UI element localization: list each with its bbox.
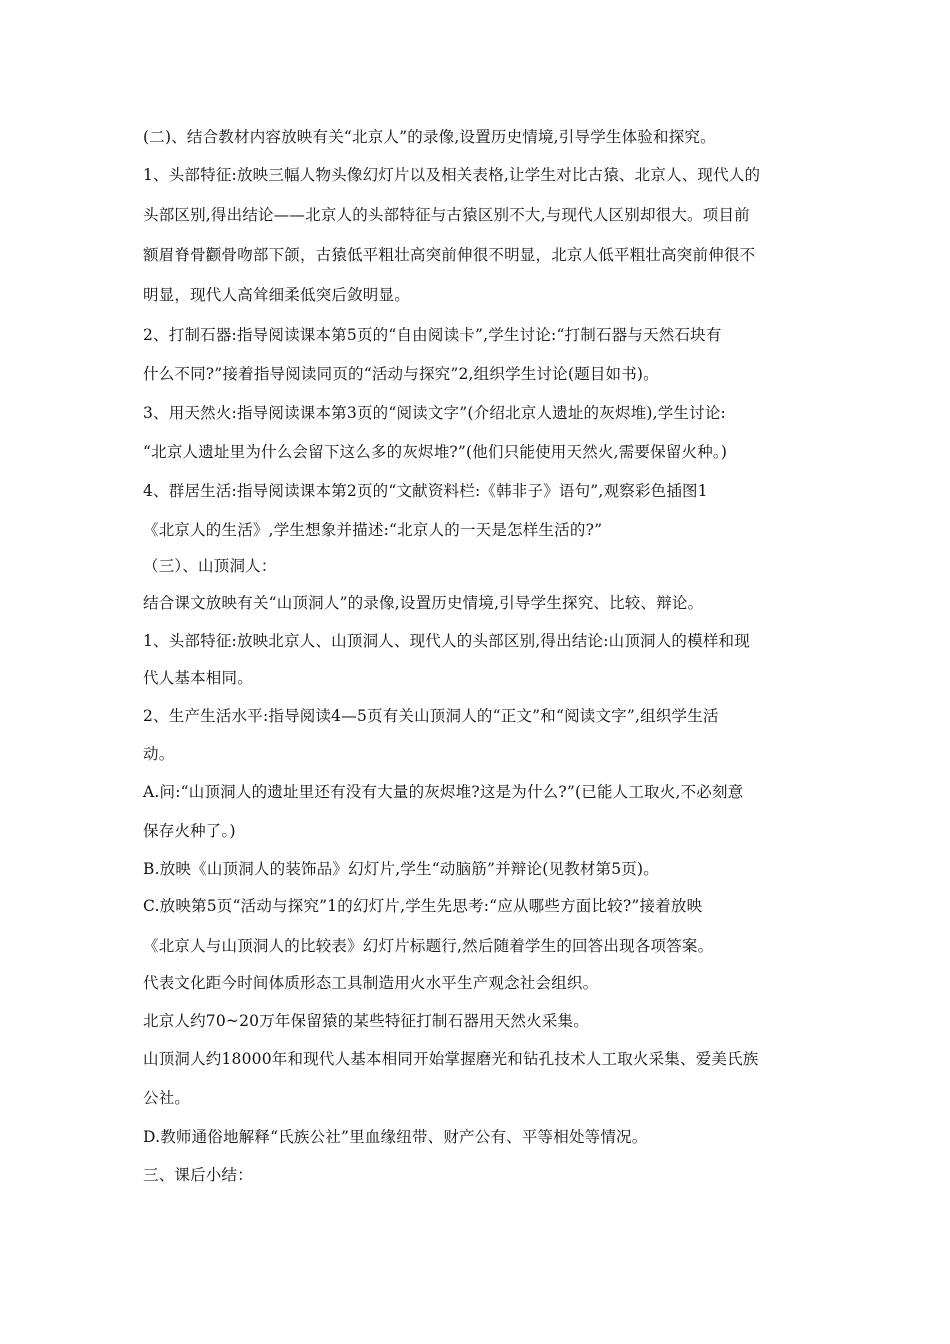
paragraph-item-d: D.教师通俗地解释“氏族公社”里血缘纽带、财产公有、平等相处等情况。 xyxy=(143,1128,648,1146)
paragraph-section-3-intro: 结合课文放映有关“山顶洞人”的录像,设置历史情境,引导学生探究、比较、辩论。 xyxy=(143,594,704,612)
paragraph-stone-tools-2: 什么不同?”接着指导阅读同页的“活动与探究”2,组织学生讨论(题目如书)。 xyxy=(143,365,659,383)
paragraph-head-features-1: 1、头部特征:放映三幅人物头像幻灯片以及相关表格,让学生对比古猿、北京人、现代人的 xyxy=(143,166,761,184)
paragraph-comparison-header: 代表文化距今时间体质形态工具制造用火水平生产观念社会组织。 xyxy=(143,974,599,992)
paragraph-upper-cave-head-2: 代人基本相同。 xyxy=(143,669,253,687)
paragraph-item-a-1: A.问:“山顶洞人的遗址里还有没有大量的灰烬堆?这是为什么?”(已能人工取火,不必刻意 xyxy=(143,783,744,801)
paragraph-section-2-intro: (二)、结合教材内容放映有关“北京人”的录像,设置历史情境,引导学生体验和探究。 xyxy=(143,128,716,146)
paragraph-head-features-3: 额眉脊骨颧骨吻部下颌，古猿低平粗壮高突前伸很不明显，北京人低平粗壮高突前伸很不 xyxy=(143,246,756,264)
paragraph-comparison-upper-cave-2: 公社。 xyxy=(143,1089,191,1107)
paragraph-natural-fire-1: 3、用天然火:指导阅读课本第3页的“阅读文字”(介绍北京人遗址的灰烬堆),学生讨论: xyxy=(143,404,726,422)
paragraph-item-c-2: 《北京人与山顶洞人的比较表》幻灯片标题行,然后随着学生的回答出现各项答案。 xyxy=(143,937,714,955)
heading-summary: 三、课后小结： xyxy=(143,1166,253,1184)
paragraph-group-life-1: 4、群居生活:指导阅读课本第2页的“文献资料栏:《韩非子》语句”,观察彩色插图1 xyxy=(143,482,708,500)
paragraph-stone-tools-1: 2、打制石器:指导阅读课本第5页的“自由阅读卡”,学生讨论:“打制石器与天然石块有 xyxy=(143,326,722,344)
paragraph-comparison-upper-cave-1: 山顶洞人约18000年和现代人基本相同开始掌握磨光和钻孔技术人工取火采集、爱美氏族 xyxy=(143,1050,759,1068)
paragraph-living-level-1: 2、生产生活水平:指导阅读4—5页有关山顶洞人的“正文”和“阅读文字”,组织学生活 xyxy=(143,707,719,725)
paragraph-upper-cave-head-1: 1、头部特征:放映北京人、山顶洞人、现代人的头部区别,得出结论:山顶洞人的模样和现 xyxy=(143,632,750,650)
paragraph-item-b: B.放映《山顶洞人的装饰品》幻灯片,学生“动脑筋”并辩论(见教材第5页)。 xyxy=(143,860,659,878)
paragraph-item-a-2: 保存火种了。) xyxy=(143,822,236,840)
paragraph-comparison-peking: 北京人约70~20万年保留猿的某些特征打制石器用天然火采集。 xyxy=(143,1012,589,1030)
paragraph-group-life-2: 《北京人的生活》,学生想象并描述:“北京人的一天是怎样生活的?” xyxy=(143,521,603,539)
paragraph-natural-fire-2: “北京人遗址里为什么会留下这么多的灰烬堆?”(他们只能使用天然火,需要保留火种。) xyxy=(143,443,728,461)
heading-section-3: （三）、山顶洞人： xyxy=(143,557,277,575)
paragraph-item-c-1: C.放映第5页“活动与探究”1的幻灯片,学生先思考:“应从哪些方面比较?”接着放映 xyxy=(143,897,703,915)
paragraph-head-features-2: 头部区别,得出结论——北京人的头部特征与古猿区别不大,与现代人区别却很大。项目前 xyxy=(143,206,750,224)
paragraph-living-level-2: 动。 xyxy=(143,745,175,763)
paragraph-head-features-4: 明显，现代人高耸细柔低突后敛明显。 xyxy=(143,286,410,304)
